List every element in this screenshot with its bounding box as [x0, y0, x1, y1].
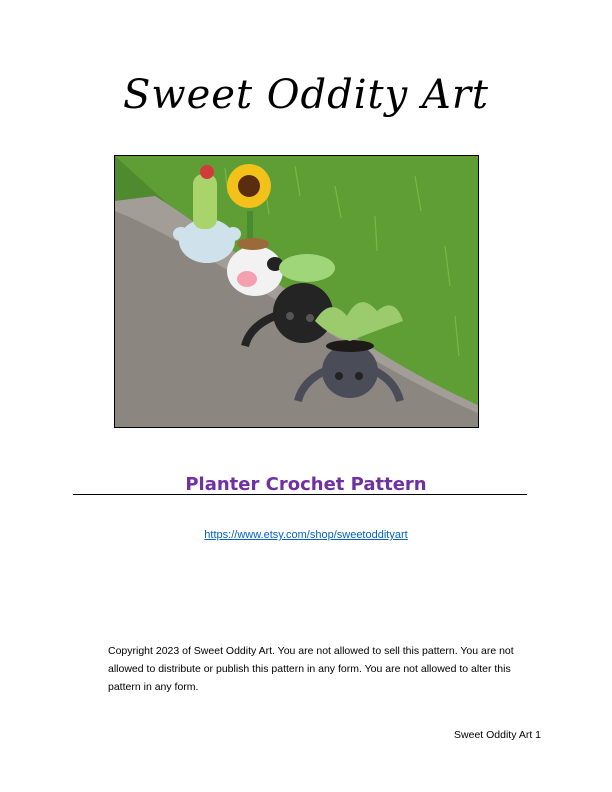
- document-title: Planter Crochet Pattern: [185, 474, 427, 495]
- title-divider: [73, 494, 527, 495]
- copyright-notice: Copyright 2023 of Sweet Oddity Art. You are not allowed to sell this pattern. You are not allowed to distribute or publish this pattern in any form. You are not allowed to alter this pattern in any form.: [108, 645, 514, 693]
- etsy-shop-link[interactable]: https://www.etsy.com/shop/sweetoddityart: [204, 529, 408, 541]
- brand-title: Sweet Oddity Art: [122, 72, 490, 118]
- page-footer: Sweet Oddity Art 1: [454, 729, 541, 741]
- cover-photo: [114, 155, 479, 428]
